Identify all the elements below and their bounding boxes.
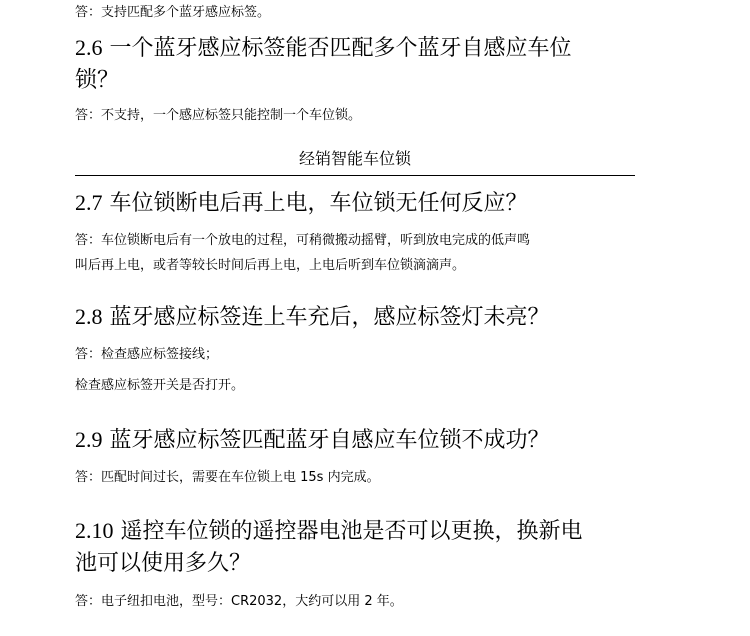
question-heading-2-9	[75, 423, 550, 457]
answer-text: 答：车位锁断电后有一个放电的过程，可稍微搬动摇臂，听到放电完成的低声鸣	[75, 233, 531, 248]
question-text: 蓝牙感应标签匹配蓝牙自感应车位锁不成功？	[102, 428, 550, 453]
answer-text: 答：检查感应标签接线；	[75, 347, 219, 362]
answer-text: 答：匹配时间过长，需要在车位锁上电 15s 内完成。	[75, 470, 380, 485]
question-number: 2.8	[75, 304, 103, 329]
answer-text: 叫后再上电，或者等较长时间后再上电，上电后听到车位锁滴滴声。	[75, 258, 466, 273]
question-heading-2-10-cont	[75, 547, 251, 580]
question-text: 车位锁断电后再上电，车位锁无任何反应？	[102, 191, 528, 216]
question-heading-2-6	[75, 31, 572, 65]
question-heading-2-8	[75, 300, 550, 334]
question-text: 锁？	[75, 68, 120, 93]
question-text: 池可以使用多久？	[75, 551, 252, 576]
question-number: 2.9	[75, 427, 103, 452]
question-heading-2-6-cont	[75, 64, 119, 97]
answer-text: 答：支持匹配多个蓝牙感应标签。	[75, 5, 271, 20]
answer-text: 答：不支持，一个感应标签只能控制一个车位锁。	[75, 108, 362, 123]
question-number: 2.7	[75, 190, 103, 215]
question-number: 2.10	[75, 518, 114, 543]
question-text: 蓝牙感应标签连上车充后，感应标签灯未亮？	[102, 305, 550, 330]
answer-text: 答：电子纽扣电池，型号：CR2032，大约可以用 2 年。	[75, 594, 403, 609]
question-text: 一个蓝牙感应标签能否匹配多个蓝牙自感应车位	[102, 36, 572, 61]
section-title: 经销智能车位锁	[298, 149, 411, 168]
section-divider	[75, 175, 635, 176]
question-number: 2.6	[75, 35, 103, 60]
question-heading-2-7	[75, 186, 528, 220]
question-heading-2-10	[75, 514, 583, 548]
question-text: 遥控车位锁的遥控器电池是否可以更换，换新电	[113, 519, 583, 544]
answer-text: 检查感应标签开关是否打开。	[75, 378, 245, 393]
